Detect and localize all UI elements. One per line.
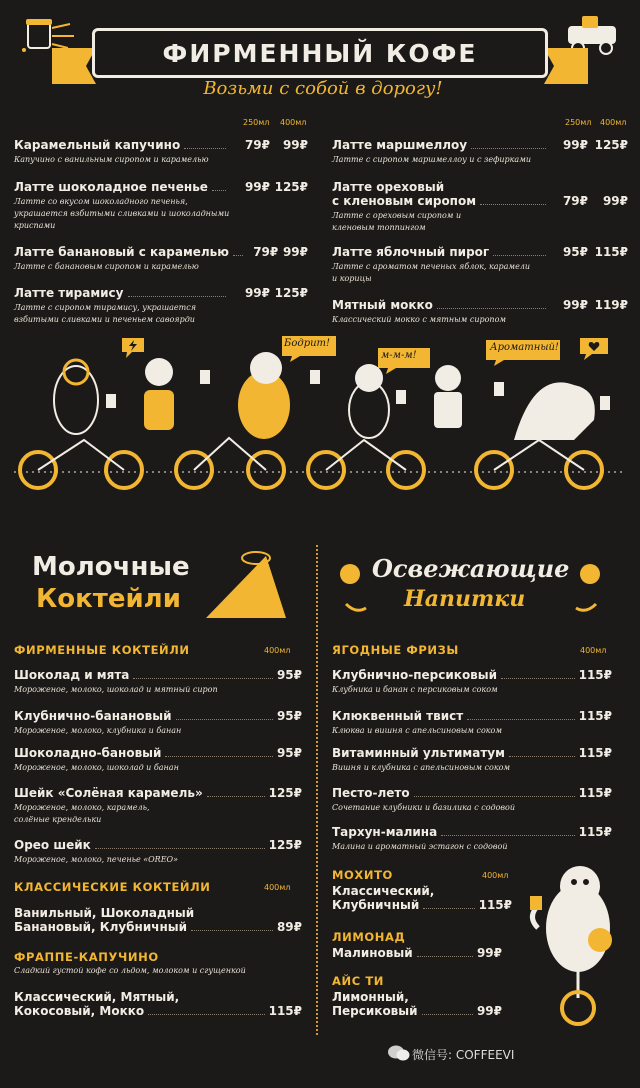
item-description: Латте с ароматом печеных яблок, карамели и корицы	[332, 262, 531, 283]
header-title: ФИРМЕННЫЙ КОФЕ	[162, 39, 478, 68]
item-name: Мятный мокко	[332, 298, 433, 312]
item-name: Латте тирамису	[14, 286, 124, 300]
item-price: 95₽	[276, 709, 302, 723]
item-description: Мороженое, молоко, шоколад и мятный сироп	[14, 685, 218, 694]
menu-item	[332, 709, 612, 737]
menu-item	[14, 709, 302, 737]
item-name-line1: Лимонный,	[332, 990, 409, 1004]
heart-bubble-icon	[578, 336, 610, 362]
menu-item	[14, 990, 302, 1018]
item-price: 115₽	[478, 898, 512, 912]
item-price: 95₽	[276, 668, 302, 682]
item-price: 115₽	[578, 786, 612, 800]
item-name: Тархун-малина	[332, 825, 438, 839]
item-description: Классический мокко с мятным сиропом	[332, 315, 507, 324]
size-label: 400мл	[580, 646, 607, 655]
item-name: Песто-лето	[332, 786, 410, 800]
menu-item	[332, 180, 628, 234]
size-label: 400мл	[482, 871, 509, 880]
menu-item	[14, 180, 308, 232]
item-description: Латте со вкусом шоколадного печенья, украшается взбитыми сливками и шоколадными криспами	[14, 197, 230, 230]
item-name: Орео шейк	[14, 838, 91, 852]
bubble-text: Ароматный!	[490, 342, 559, 353]
item-price: 99₽	[476, 1004, 502, 1018]
section-heading: ФРАППЕ-КАПУЧИНО	[14, 950, 159, 964]
item-name-line1: Классический, Мятный,	[14, 990, 180, 1004]
item-description: Мороженое, молоко, печенье «OREO»	[14, 855, 178, 864]
section-heading: ФИРМЕННЫЕ КОКТЕЙЛИ	[14, 643, 190, 657]
price-large: 125₽	[274, 180, 308, 194]
item-name-line1: Классический,	[332, 884, 435, 898]
item-price: 125₽	[268, 838, 302, 852]
wechat-icon	[388, 1044, 410, 1062]
size-label: 400мл	[264, 646, 291, 655]
column-divider	[316, 545, 318, 1035]
item-description: Капучино с ванильным сиропом и карамелью	[14, 155, 209, 164]
menu-item	[14, 668, 302, 696]
section-heading: МОХИТО	[332, 868, 393, 882]
price-large: 119₽	[594, 298, 628, 312]
menu-item	[332, 746, 612, 774]
item-description: Вишня и клубника с апельсиновым соком	[332, 763, 511, 772]
item-price: 99₽	[476, 946, 502, 960]
price-large: 99₽	[602, 194, 628, 208]
item-name: Латте яблочный пирог	[332, 245, 490, 259]
lightning-bubble-icon	[120, 336, 146, 360]
item-price: 115₽	[578, 746, 612, 760]
item-description: Сочетание клубники и базилика с содовой	[332, 803, 516, 812]
menu-item	[14, 138, 308, 166]
section-heading: ЯГОДНЫЕ ФРИЗЫ	[332, 643, 459, 657]
item-name-line2: Банановый, Клубничный	[14, 920, 188, 934]
menu-item	[14, 245, 308, 273]
size-label: 400мл	[264, 883, 291, 892]
section-heading: КЛАССИЧЕСКИЕ КОКТЕЙЛИ	[14, 880, 211, 894]
header-banner	[92, 28, 548, 78]
price-large: 99₽	[282, 138, 308, 152]
item-name: Клубнично-банановый	[14, 709, 172, 723]
price-small: 79₽	[244, 138, 270, 152]
item-name: Шейк «Солёная карамель»	[14, 786, 203, 800]
section-description: Сладкий густой кофе со льдом, молоком и сгущенкой	[14, 966, 246, 975]
price-small: 99₽	[562, 298, 588, 312]
fresh-logo-line1: Освежающие	[372, 554, 570, 583]
item-name: Шоколадно-бановый	[14, 746, 162, 760]
menu-item	[332, 946, 502, 960]
menu-item	[332, 990, 502, 1018]
menu-item	[14, 906, 302, 934]
item-description: Латте с сиропом тирамису, украшается взбитыми сливками и печеньем савоярди	[14, 303, 197, 324]
item-price: 115₽	[578, 825, 612, 839]
item-name: Шоколад и мята	[14, 668, 130, 682]
item-name-line2: Клубничный	[332, 898, 420, 912]
item-name: Латте банановый с карамелью	[14, 245, 229, 259]
milkshakes-logo-line1: Молочные	[32, 552, 190, 582]
price-small: 95₽	[562, 245, 588, 259]
item-name-line1: Ванильный, Шоколадный	[14, 906, 195, 920]
size-large-label-right: 400мл	[600, 118, 627, 127]
item-description: Мороженое, молоко, шоколад и банан	[14, 763, 179, 772]
item-name-line1: Латте ореховый	[332, 180, 445, 194]
menu-item	[14, 286, 308, 326]
menu-item	[332, 884, 512, 912]
item-description: Латте с ореховым сиропом и кленовым топпингом	[332, 211, 462, 232]
price-large: 125₽	[274, 286, 308, 300]
item-name: Латте маршмеллоу	[332, 138, 468, 152]
item-name-line2: Кокосовый, Мокко	[14, 1004, 145, 1018]
price-small: 79₽	[253, 245, 279, 259]
item-description: Клубника и банан с персиковым соком	[332, 685, 498, 694]
item-name: Витаминный ультиматум	[332, 746, 505, 760]
menu-item	[14, 746, 302, 774]
bubble-text: Бодрит!	[284, 338, 331, 349]
item-description: Мороженое, молоко, карамель, солёные крендельки	[14, 803, 150, 824]
menu-item	[14, 838, 302, 866]
item-name-line2: Персиковый	[332, 1004, 418, 1018]
item-name-line2: с кленовым сиропом	[332, 194, 477, 208]
item-description: Латте с сиропом маршмеллоу и с зефирками	[332, 155, 531, 164]
size-small-label-right: 250мл	[565, 118, 592, 127]
menu-item	[332, 138, 628, 166]
menu-item	[332, 298, 628, 326]
item-name: Клюквенный твист	[332, 709, 464, 723]
bubble-text: м-м-м!	[381, 350, 417, 361]
price-large: 99₽	[282, 245, 308, 259]
header-tagline: Возьми с собой в дорогу!	[203, 78, 443, 99]
item-price: 89₽	[276, 920, 302, 934]
item-description: Малина и ароматный эстагон с содовой	[332, 842, 508, 851]
price-large: 115₽	[594, 245, 628, 259]
section-heading: ЛИМОНАД	[332, 930, 406, 944]
price-small: 99₽	[562, 138, 588, 152]
menu-item	[14, 786, 302, 826]
item-price: 115₽	[578, 668, 612, 682]
item-description: Клюква и вишня с апельсиновым соком	[332, 726, 502, 735]
item-description: Мороженое, молоко, клубника и банан	[14, 726, 182, 735]
price-small: 99₽	[244, 180, 270, 194]
item-price: 125₽	[268, 786, 302, 800]
price-small: 99₽	[244, 286, 270, 300]
item-name: Малиновый	[332, 946, 413, 960]
menu-item	[332, 825, 612, 853]
item-description: Латте с банановым сиропом и карамелью	[14, 262, 199, 271]
footer-watermark: 微信号: COFFEEVI	[412, 1048, 515, 1062]
milkshakes-logo-line2: Коктейли	[36, 584, 181, 614]
section-heading: АЙС ТИ	[332, 974, 385, 988]
bear-unicycle-illustration	[524, 858, 632, 1028]
size-small-label-left: 250мл	[243, 118, 270, 127]
price-large: 125₽	[594, 138, 628, 152]
menu-item	[332, 668, 612, 696]
menu-item	[332, 245, 628, 285]
menu-item	[332, 786, 612, 814]
fresh-logo-line2: Напитки	[404, 586, 526, 612]
size-large-label-left: 400мл	[280, 118, 307, 127]
item-price: 115₽	[578, 709, 612, 723]
item-price: 115₽	[268, 1004, 302, 1018]
item-name: Латте шоколадное печенье	[14, 180, 208, 194]
item-name: Карамельный капучино	[14, 138, 181, 152]
item-name: Клубнично-персиковый	[332, 668, 498, 682]
item-price: 95₽	[276, 746, 302, 760]
price-small: 79₽	[562, 194, 588, 208]
